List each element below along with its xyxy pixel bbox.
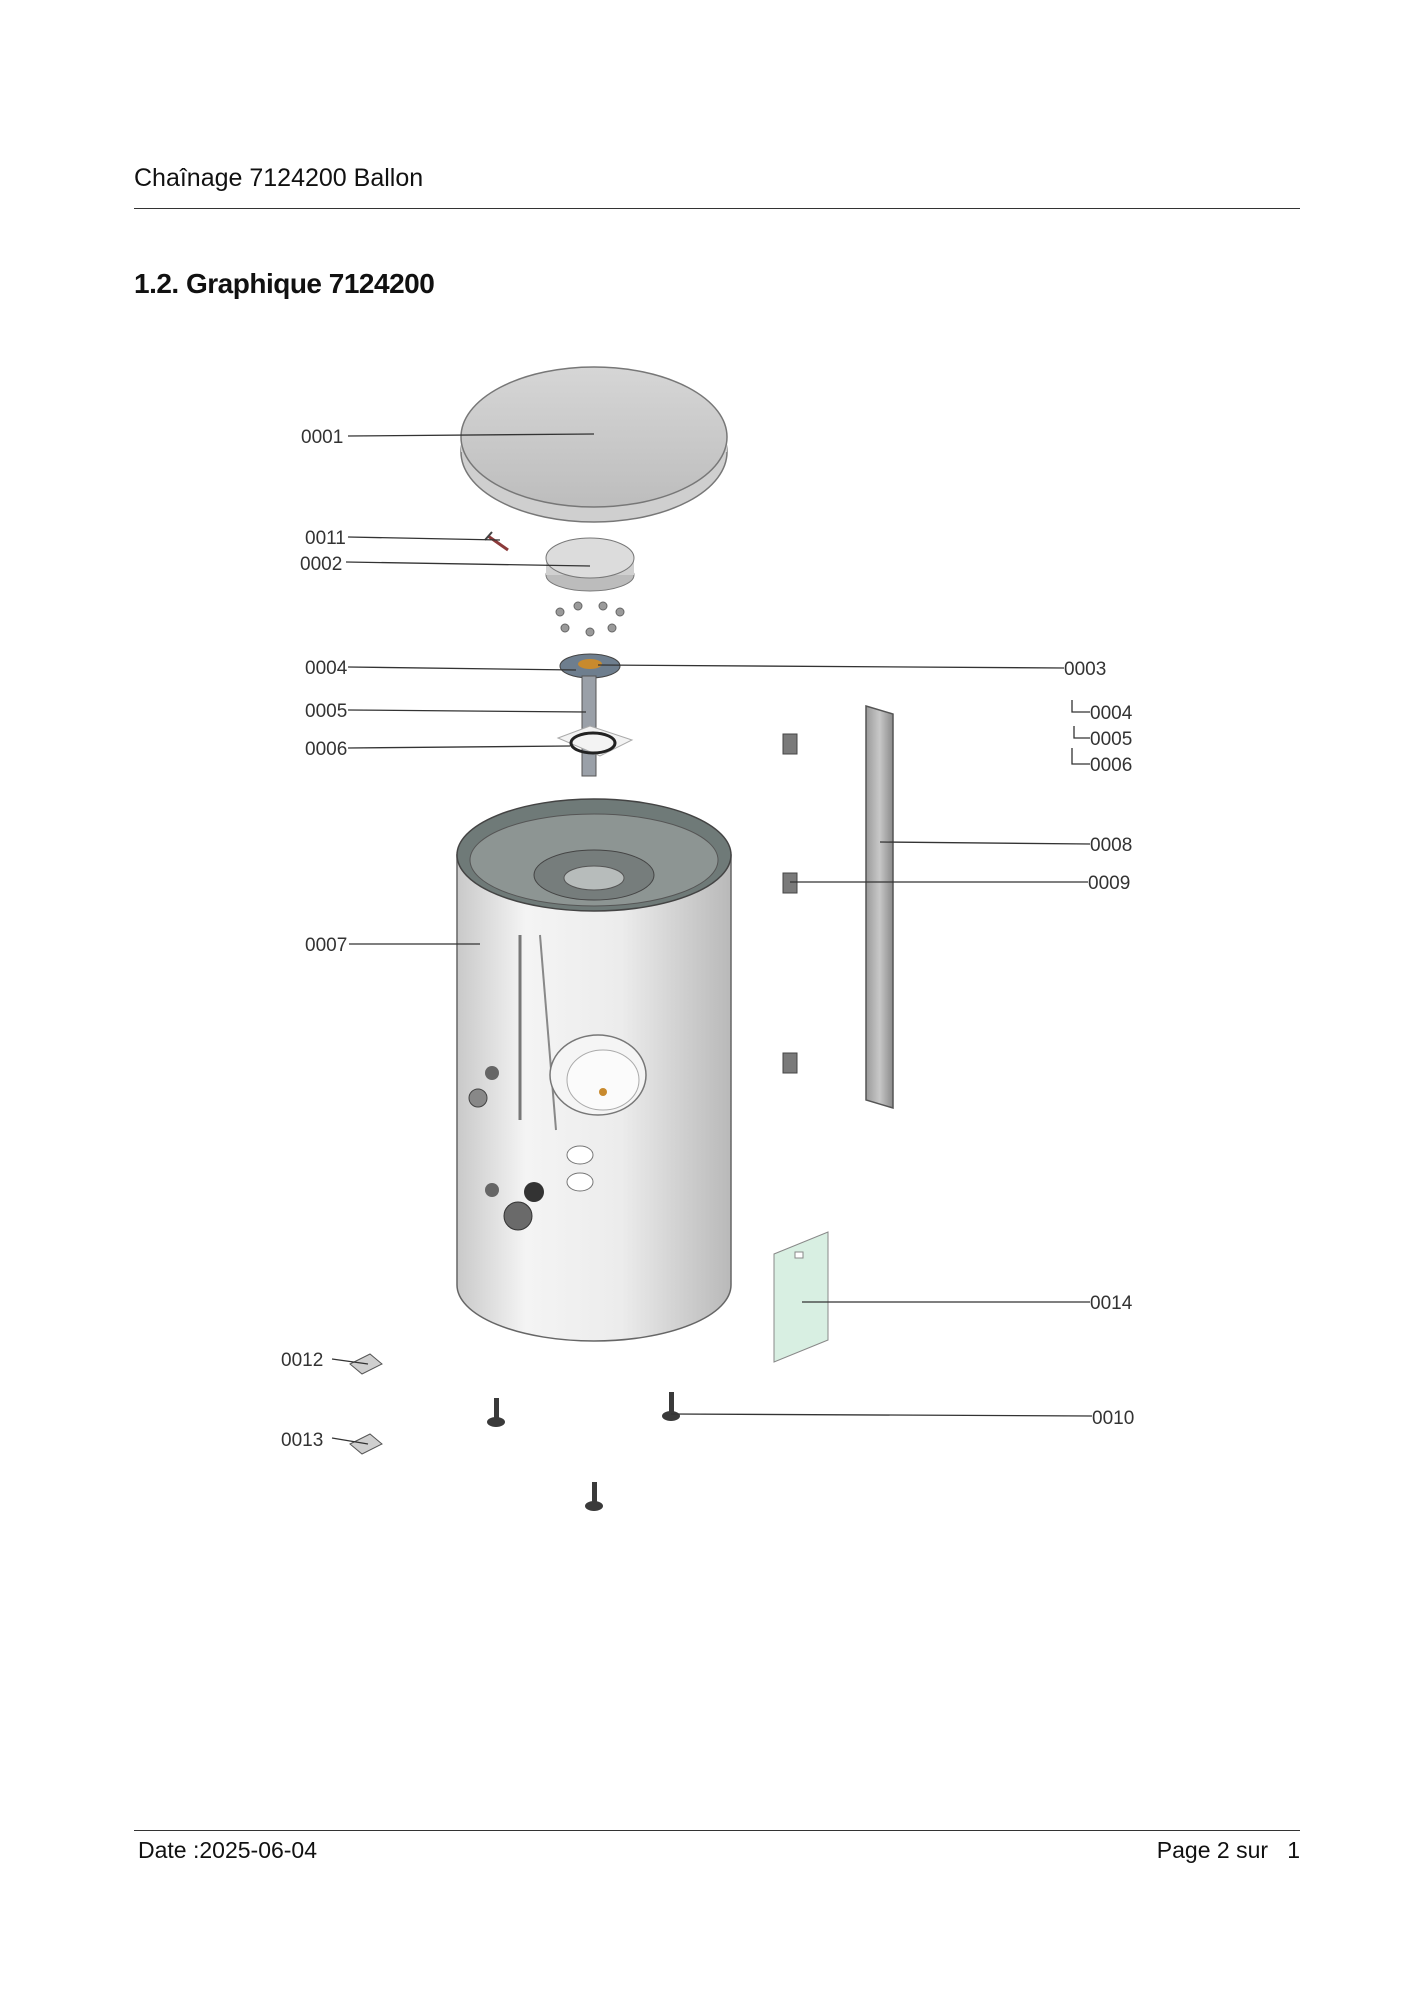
callout-0010: 0010	[1092, 1408, 1135, 1429]
callout-0002: 0002	[300, 554, 343, 575]
callout-0012: 0012	[281, 1350, 324, 1371]
flange-part	[560, 654, 620, 678]
callout-0006-right: 0006	[1090, 755, 1133, 776]
callout-0004-right: 0004	[1090, 703, 1133, 724]
callout-0007: 0007	[305, 935, 348, 956]
callout-0005-right: 0005	[1090, 729, 1133, 750]
small-brackets-group	[350, 1354, 382, 1454]
callout-0011: 0011	[305, 528, 346, 549]
callout-0014: 0014	[1090, 1293, 1133, 1314]
footer-date: Date :2025-06-04	[138, 1837, 318, 1863]
callout-0003: 0003	[1064, 659, 1107, 680]
vertical-strip-part	[866, 706, 893, 1108]
tank-body-part	[457, 799, 731, 1341]
callout-0013: 0013	[281, 1430, 324, 1451]
footer-rule	[134, 1830, 1300, 1831]
callout-0009: 0009	[1088, 873, 1131, 894]
small-screw-part	[485, 532, 508, 550]
callout-0004-left: 0004	[305, 658, 348, 679]
callout-0006-left: 0006	[305, 739, 348, 760]
callout-0008: 0008	[1090, 835, 1133, 856]
footer-page-number: Page 2 sur 1	[1156, 1837, 1300, 1863]
flange-cap-part	[546, 538, 634, 591]
adjustable-feet-group	[487, 1392, 680, 1511]
section-title: 1.2. Graphique 7124200	[134, 268, 435, 299]
label-plate-part	[774, 1232, 828, 1362]
gasket-ring-part	[558, 726, 632, 756]
bolts-group	[556, 602, 624, 636]
callout-0001: 0001	[301, 427, 344, 448]
top-cover-part	[461, 367, 727, 522]
callout-0005-left: 0005	[305, 701, 348, 722]
document-header-title: Chaînage 7124200 Ballon	[134, 164, 424, 192]
clips-group	[783, 734, 797, 1073]
